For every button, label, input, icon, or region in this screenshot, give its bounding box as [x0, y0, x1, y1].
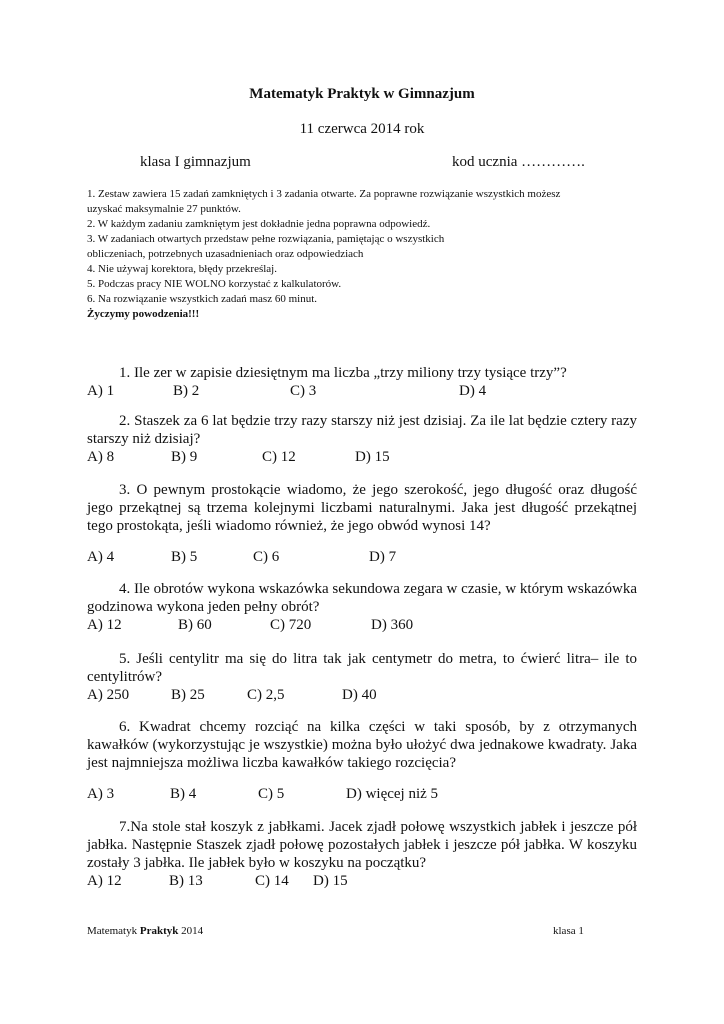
answer-c: C) 2,5 — [247, 687, 285, 703]
question-text: 6. Kwadrat chcemy rozciąć na kilka części w taki sposób, by z otrzymanych kawałków (wykorzystując je wszystkie) można było ułożyć dwa jednakowe kwadraty. Jaka jest najmniejsza możliwa liczba kawałków takiego rozcięcia? — [87, 719, 637, 771]
answer-options — [87, 448, 637, 466]
answer-a: A) 3 — [87, 786, 115, 802]
question-7 — [87, 818, 637, 890]
answer-a: A) 12 — [87, 873, 122, 889]
answer-b: B) 13 — [169, 873, 203, 889]
question-4 — [87, 580, 637, 634]
question-text: 7.Na stole stał koszyk z jabłkami. Jacek zjadł połowę wszystkich jabłek i jeszcze pół jabłka. Następnie Staszek zjadł połowę pozostałych jabłek i jeszcze pół jabłka. W koszyku zostały 3 jabłka. Ile jabłek było w koszyku na początku? — [87, 819, 637, 871]
question-text: 4. Ile obrotów wykona wskazówka sekundowa zegara w czasie, w którym wskazówka godzinowa wykona jeden pełny obrót? — [87, 581, 637, 615]
footer-left — [87, 925, 203, 937]
answer-a: A) 1 — [87, 383, 115, 399]
question-1 — [87, 364, 637, 400]
question-text: 2. Staszek za 6 lat będzie trzy razy starszy niż jest dzisiaj. Za ile lat będzie cztery razy starszy niż dzisiaj? — [87, 413, 637, 447]
instruction-line: 3. W zadaniach otwartych przedstaw pełne rozwiązania, pamiętając o wszystkich — [87, 233, 445, 245]
class-label: klasa I gimnazjum — [140, 154, 251, 170]
answer-a: A) 8 — [87, 449, 115, 465]
answer-d: D) 7 — [369, 549, 397, 565]
answer-b: B) 5 — [171, 549, 198, 565]
good-luck-wish: Życzymy powodzenia!!! — [87, 308, 200, 320]
answer-options — [87, 686, 637, 704]
answer-a: A) 4 — [87, 549, 115, 565]
student-code-field: kod ucznia …………. — [452, 154, 585, 170]
answer-d: D) 15 — [355, 449, 390, 465]
question-6 — [87, 718, 637, 803]
question-text: 3. O pewnym prostokącie wiadomo, że jego szerokość, jego długość oraz długość jego przekątnej są trzema kolejnymi liczbami naturalnymi. Jaka jest długość przekątnej tego prostokąta, jeśli wiadomo również, że jego obwód wynosi 14? — [87, 482, 637, 534]
instruction-line: uzyskać maksymalnie 27 punktów. — [87, 203, 241, 215]
footer-right: klasa 1 — [553, 925, 584, 937]
instruction-line: 4. Nie używaj korektora, błędy przekreślaj. — [87, 263, 277, 275]
footer-bold: Praktyk — [139, 925, 179, 937]
question-text: 5. Jeśli centylitr ma się do litra tak jak centymetr do metra, to ćwierć litra– ile to centylitrów? — [87, 651, 637, 685]
answer-options — [87, 548, 637, 566]
answer-c: C) 720 — [270, 617, 312, 633]
answer-c: C) 3 — [290, 383, 317, 399]
answer-d: D) 360 — [371, 617, 414, 633]
question-5 — [87, 650, 637, 704]
answer-b: B) 25 — [171, 687, 205, 703]
answer-d: D) 15 — [313, 873, 348, 889]
answer-c: C) 12 — [262, 449, 296, 465]
instruction-line: 2. W każdym zadaniu zamkniętym jest dokładnie jedna poprawna odpowiedź. — [87, 218, 431, 230]
question-text: 1. Ile zer w zapisie dziesiętnym ma liczba „trzy miliony trzy tysiące trzy”? — [119, 365, 567, 381]
instruction-line: 5. Podczas pracy NIE WOLNO korzystać z kalkulatorów. — [87, 278, 342, 290]
instruction-line: obliczeniach, potrzebnych uzasadnieniach oraz odpowiedziach — [87, 248, 364, 260]
footer-prefix: Matematyk — [87, 925, 140, 937]
document-date: 11 czerwca 2014 rok — [299, 121, 425, 137]
answer-b: B) 9 — [171, 449, 198, 465]
answer-options — [87, 872, 637, 890]
document-title: Matematyk Praktyk w Gimnazjum — [249, 86, 475, 102]
answer-d: D) więcej niż 5 — [346, 786, 439, 802]
answer-c: C) 6 — [253, 549, 280, 565]
answer-a: A) 12 — [87, 617, 122, 633]
instruction-line: 1. Zestaw zawiera 15 zadań zamkniętych i 3 zadania otwarte. Za poprawne rozwiązanie wszystkich możesz — [87, 188, 561, 200]
answer-b: B) 2 — [173, 383, 200, 399]
answer-options — [87, 382, 637, 400]
instructions — [87, 187, 647, 322]
instruction-line: 6. Na rozwiązanie wszystkich zadań masz 60 minut. — [87, 293, 318, 305]
answer-a: A) 250 — [87, 687, 130, 703]
answer-c: C) 5 — [258, 786, 285, 802]
answer-d: D) 40 — [342, 687, 377, 703]
answer-options — [87, 785, 637, 803]
answer-options — [87, 616, 637, 634]
question-3 — [87, 481, 637, 566]
answer-b: B) 60 — [178, 617, 212, 633]
answer-c: C) 14 — [255, 873, 289, 889]
question-2 — [87, 412, 637, 466]
answer-b: B) 4 — [170, 786, 197, 802]
answer-d: D) 4 — [459, 383, 487, 399]
footer-suffix: 2014 — [178, 925, 204, 937]
